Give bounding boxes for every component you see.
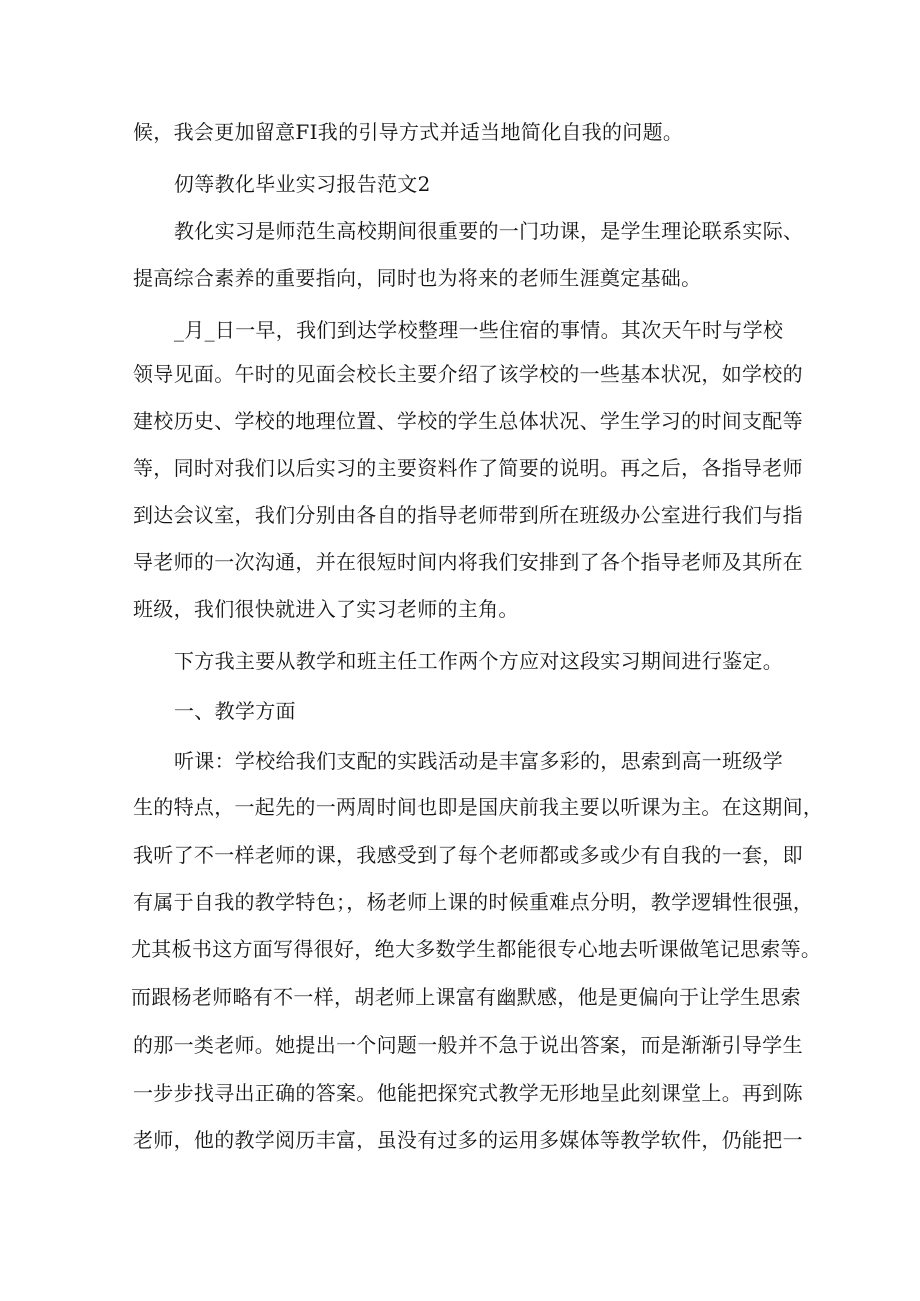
paragraph-line: 我听了不一样老师的课，我感受到了每个老师都或多或少有自我的一套，即 [133, 843, 803, 867]
paragraph-line: 班级，我们很快就进入了实习老师的主角。 [133, 597, 519, 621]
paragraph-line: 下方我主要从教学和班主任工作两个方应对这段实习期间进行鉴定。 [174, 649, 783, 673]
paragraph-line: 建校历史、学校的地理位置、学校的学生总体状况、学生学习的时间支配等 [133, 409, 803, 433]
paragraph-line: 领导见面。午时的见面会校长主要介绍了该学校的一些基本状况，如学校的 [133, 362, 803, 386]
paragraph-line: 候，我会更加留意FI我的引导方式并适当地简化自我的问题。 [133, 120, 684, 144]
paragraph-line: 提高综合素养的重要指向，同时也为将来的老师生涯奠定基础。 [133, 266, 702, 290]
paragraph-line: 老师，他的教学阅历丰富，虽没有过多的运用多媒体等教学软件，仍能把一 [133, 1128, 803, 1152]
paragraph-line: 的那一类老师。她提出一个问题一般并不急于说出答案，而是渐渐引导学生 [133, 1033, 803, 1057]
paragraph-line: 导老师的一次沟通，并在很短时间内将我们安排到了各个指导老师及其所在 [133, 550, 803, 574]
paragraph-line: 一步步找寻出正确的答案。他能把探究式教学无形地呈此刻课堂上。再到陈 [133, 1081, 803, 1105]
paragraph-line: 尤其板书这方面写得很好，绝大多数学生都能很专心地去听课做笔记思索等。 [131, 937, 822, 961]
section-heading: 仞等教化毕业实习报告范文2 [174, 172, 431, 196]
paragraph-line: 有属于自我的教学特色；，杨老师上课的时候重难点分明，教学逻辑性很强， [133, 890, 814, 914]
paragraph-line: 等，同时对我们以后实习的主要资料作了简要的说明。再之后，各指导老师 [133, 456, 803, 480]
paragraph-line: 生的特点，一起先的一两周时间也即是国庆前我主要以听课为主。在这期间， [133, 795, 824, 819]
section-heading: 一、教学方面 [174, 699, 296, 723]
paragraph-line: 听课：学校给我们支配的实践活动是丰富多彩的，思索到高一班级学 [174, 749, 783, 773]
paragraph-line: 教化实习是师范生高校期间很重要的一门功课，是学生理论联系实际、 [174, 219, 804, 243]
paragraph-line: 而跟杨老师略有不一样，胡老师上课富有幽默感，他是更偏向于让学生思索 [131, 985, 801, 1009]
paragraph-line: _月_日一早，我们到达学校整理一些住宿的事情。其次天午时与学校 [174, 318, 784, 342]
paragraph-line: 到达会议室，我们分别由各自的指导老师带到所在班级办公室进行我们与指 [133, 503, 803, 527]
